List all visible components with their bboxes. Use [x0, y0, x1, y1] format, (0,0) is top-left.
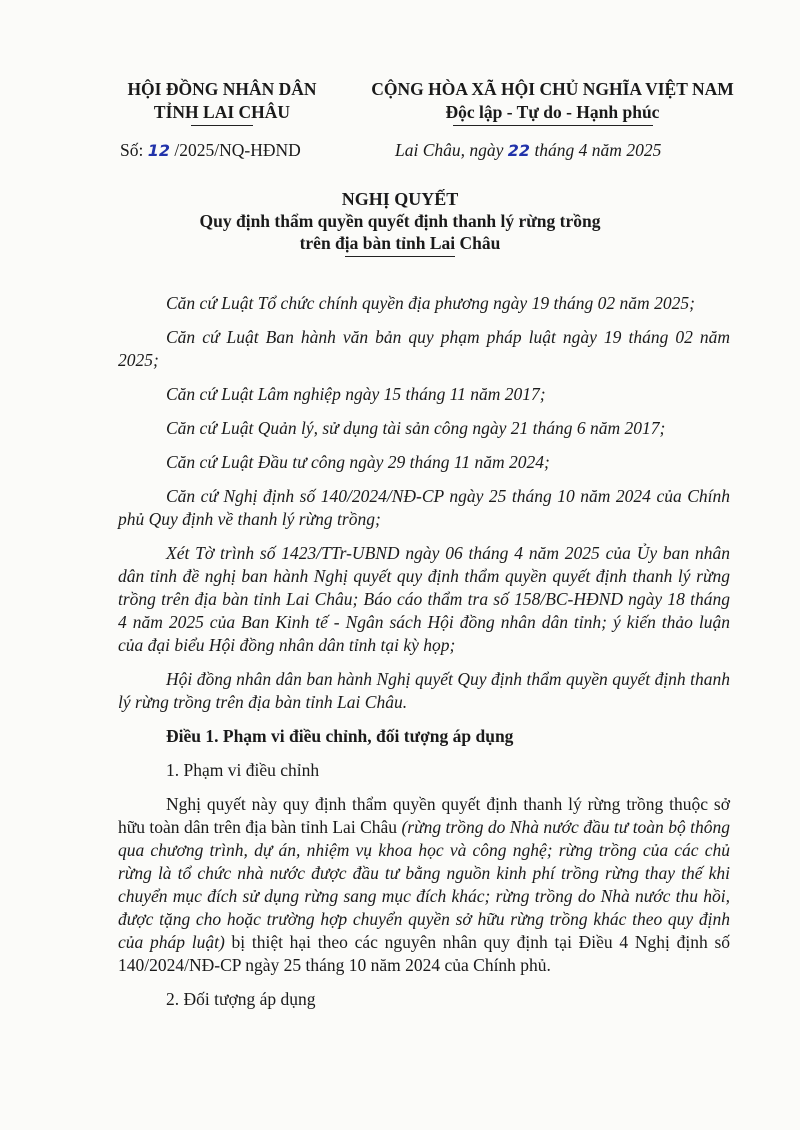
- title-underline: [345, 256, 455, 257]
- national-heading: [355, 78, 750, 126]
- issuing-authority: [112, 78, 332, 126]
- council-name: HỘI ĐỒNG NHÂN DÂN: [127, 79, 317, 99]
- document-subject-line2: trên địa bàn tỉnh Lai Châu: [299, 233, 501, 253]
- date-prefix: Lai Châu, ngày: [395, 140, 504, 160]
- national-motto: Độc lập - Tự do - Hạnh phúc: [445, 102, 660, 122]
- preamble-paragraph: Hội đồng nhân dân ban hành Nghị quyết Quy định thẩm quyền quyết định thanh lý rừng trồng trên địa bàn tỉnh Lai Châu.: [118, 669, 730, 712]
- preamble-paragraph: Căn cứ Luật Đầu tư công ngày 29 tháng 11 năm 2024;: [166, 452, 550, 472]
- preamble-paragraph: Căn cứ Luật Quản lý, sử dụng tài sản công ngày 21 tháng 6 năm 2017;: [166, 418, 666, 438]
- scope-text-end: bị thiệt hại theo các nguyên nhân quy định tại Điều 4 Nghị định số 140/2024/NĐ-CP ngày 25 tháng 10 năm 2024 của Chính phủ.: [118, 932, 730, 975]
- document-body: [118, 292, 730, 1022]
- number-suffix: /2025/NQ-HĐND: [174, 140, 301, 160]
- document-subject-line1: Quy định thẩm quyền quyết định thanh lý rừng trồng: [199, 211, 601, 231]
- document-number: [120, 140, 301, 161]
- document-title-block: [0, 188, 800, 257]
- preamble-paragraph: Căn cứ Nghị định số 140/2024/NĐ-CP ngày 25 tháng 10 năm 2024 của Chính phủ Quy định về thanh lý rừng trồng;: [118, 486, 730, 529]
- article-1-heading: Điều 1. Phạm vi điều chỉnh, đối tượng áp dụng: [166, 726, 514, 746]
- nation-name: CỘNG HÒA XÃ HỘI CHỦ NGHĨA VIỆT NAM: [371, 79, 734, 99]
- number-prefix: Số:: [120, 140, 144, 160]
- document-date: [395, 140, 661, 161]
- authority-underline: [191, 125, 253, 126]
- date-suffix: tháng 4 năm 2025: [534, 140, 662, 160]
- date-handwritten: 22: [507, 141, 531, 160]
- province-name: TỈNH LAI CHÂU: [153, 102, 291, 122]
- document-title: NGHỊ QUYẾT: [341, 189, 459, 209]
- scope-text-start: Nghị quyết này quy định thẩm quyền quyết định thanh lý rừng trồng thuộc sở hữu toàn dân trên địa bàn tỉnh Lai Châu: [118, 794, 730, 837]
- scope-text-parenthetical: (rừng trồng do Nhà nước đầu tư toàn bộ thông qua chương trình, dự án, nhiệm vụ khoa học và công nghệ; rừng trồng của các chủ rừng là tổ chức nhà nước được đầu tư bằng nguồn kinh phí trồng rừng thay thế khi chuyển mục đích sử dụng rừng sang mục đích khác; rừng trồng do Nhà nước thu hồi, được tặng cho hoặc trường hợp chuyển quyền sở hữu rừng trồng khác theo quy định của pháp luật): [118, 817, 730, 952]
- preamble-paragraph: Căn cứ Luật Tổ chức chính quyền địa phương ngày 19 tháng 02 năm 2025;: [166, 293, 695, 313]
- number-handwritten: 12: [147, 141, 170, 160]
- motto-underline: [453, 125, 653, 126]
- preamble-paragraph: Căn cứ Luật Lâm nghiệp ngày 15 tháng 11 năm 2017;: [166, 384, 546, 404]
- article-1-item-2-heading: 2. Đối tượng áp dụng: [166, 989, 316, 1009]
- preamble-paragraph: Căn cứ Luật Ban hành văn bản quy phạm pháp luật ngày 19 tháng 02 năm 2025;: [118, 327, 730, 370]
- preamble-paragraph: Xét Tờ trình số 1423/TTr-UBND ngày 06 tháng 4 năm 2025 của Ủy ban nhân dân tỉnh đề nghị ban hành Nghị quyết quy định thẩm quyền quyết định thanh lý rừng trồng trên địa bàn tỉnh Lai Châu; Báo cáo thẩm tra số 158/BC-HĐND ngày 18 tháng 4 năm 2025 của Ban Kinh tế - Ngân sách Hội đồng nhân dân tỉnh; ý kiến thảo luận của đại biểu Hội đồng nhân dân tỉnh tại kỳ họp;: [118, 543, 730, 655]
- article-1-item-1-heading: 1. Phạm vi điều chỉnh: [166, 760, 320, 780]
- article-1-item-1-text: [118, 793, 730, 977]
